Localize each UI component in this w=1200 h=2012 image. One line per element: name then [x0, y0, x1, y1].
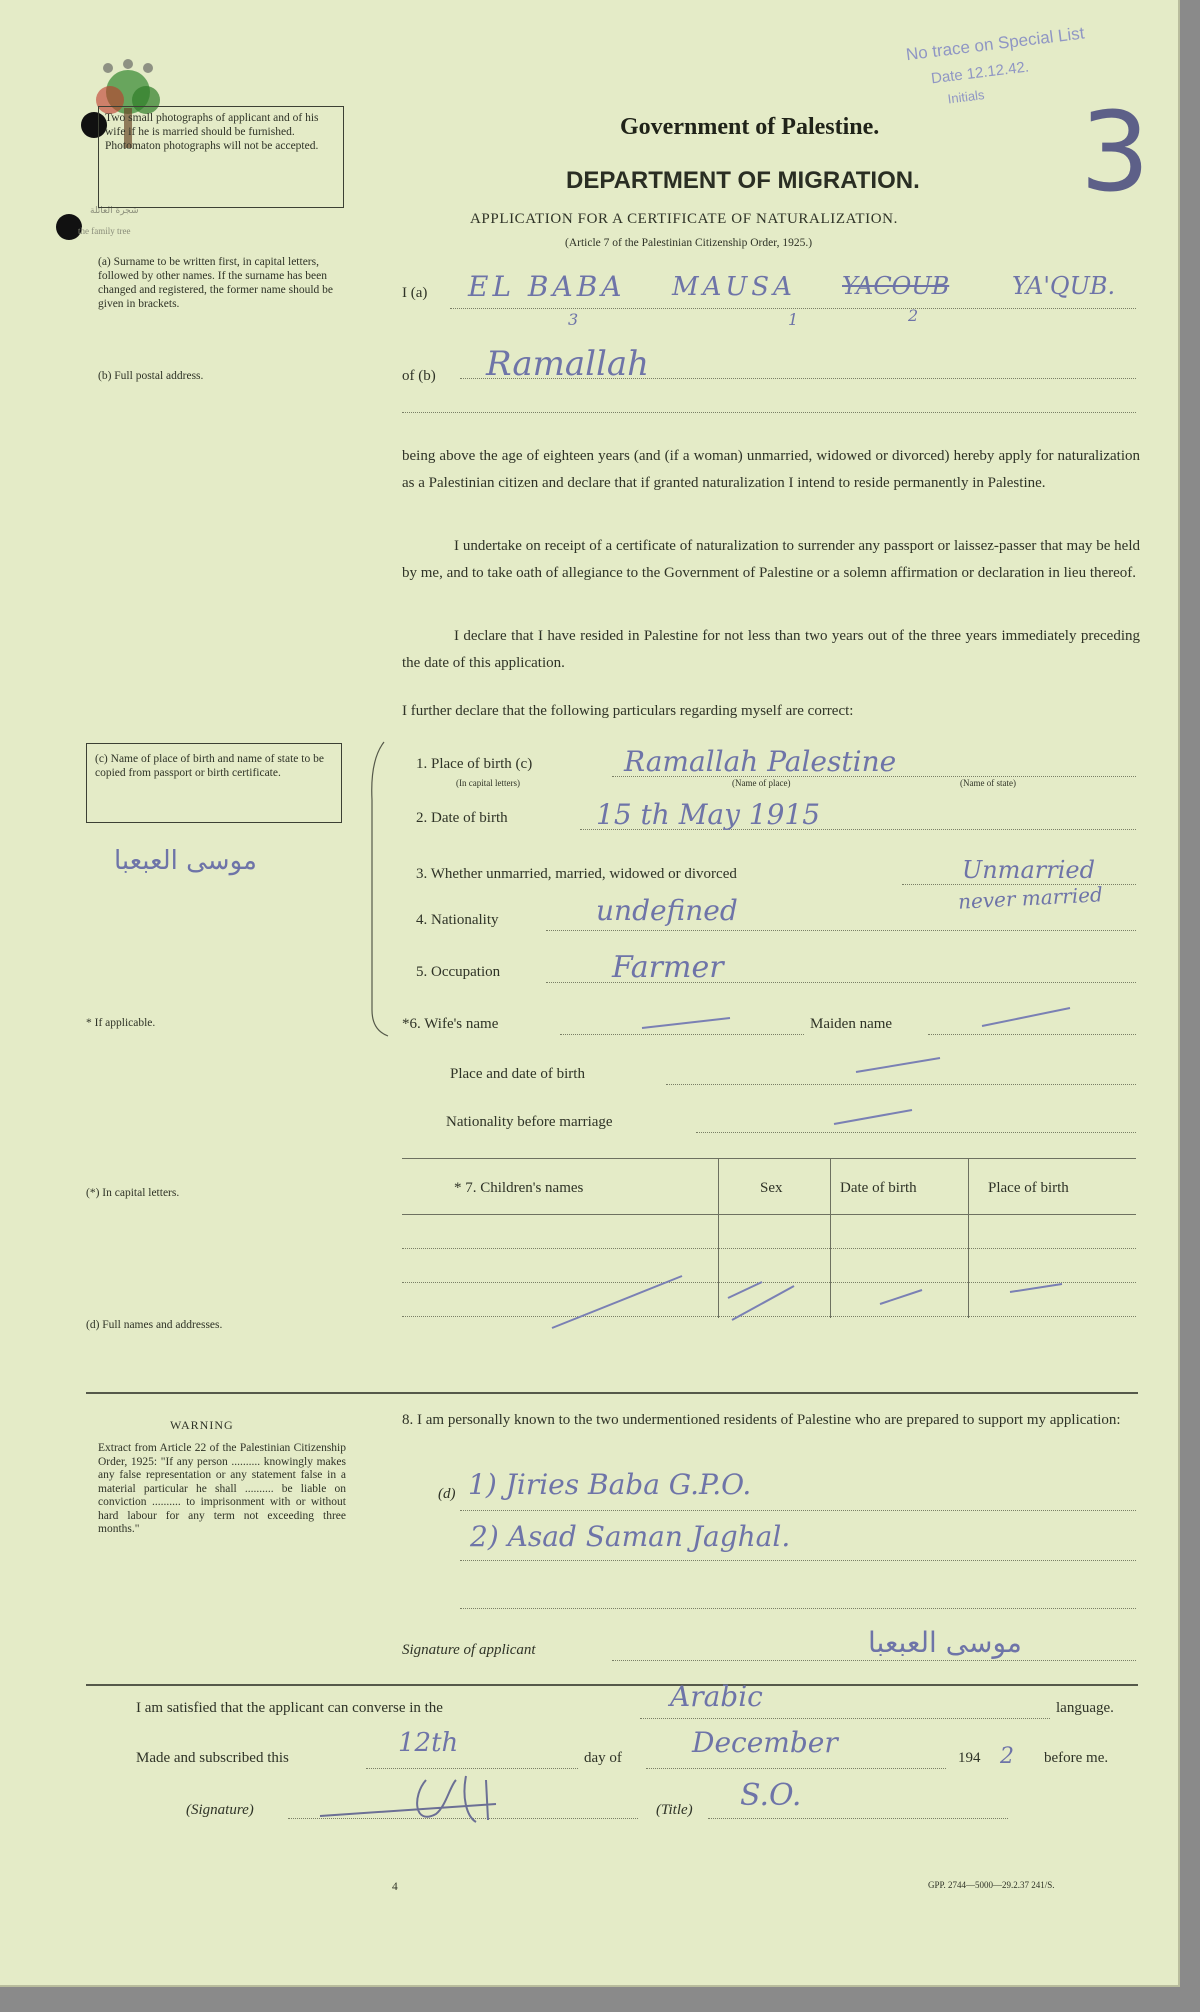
photo-note-box [98, 106, 344, 208]
year-prefix: 194 [958, 1750, 981, 1766]
big-handwritten-mark: 3 [1080, 88, 1150, 216]
order-mark-2: 1 [788, 310, 799, 329]
note-a: (a) Surname to be written first, in capital letters, followed by other names. If the surname has been changed and registered, the former name should be given in brackets. [98, 256, 334, 310]
occupation-label: 5. Occupation [416, 964, 501, 980]
department-heading: DEPARTMENT OF MIGRATION. [566, 167, 920, 194]
if-applicable-note: * If applicable. [86, 1017, 156, 1029]
title-value: S.O. [740, 1778, 802, 1813]
photo-note-text: Two small photographs of applicant and of his wife if he is married should be furnished. Photomaton photographs will not be accepted. [105, 112, 319, 152]
children-header-names: * 7. Children's names [454, 1180, 584, 1196]
maiden-name-label: Maiden name [810, 1016, 893, 1032]
before-me-label: before me. [1044, 1750, 1109, 1766]
children-table-top [402, 1158, 1136, 1159]
pob-sub-state: (Name of state) [960, 778, 1016, 788]
referee-2-line [460, 1560, 1136, 1561]
pob-value: Ramallah Palestine [624, 745, 897, 778]
children-header-dob: Date of birth [840, 1180, 917, 1196]
day-value: 12th [398, 1728, 459, 1758]
name-line [450, 308, 1136, 309]
capital-letters-note: (*) In capital letters. [86, 1187, 180, 1199]
converse-post: language. [1056, 1700, 1114, 1716]
dob-value: 15 th May 1915 [596, 798, 821, 831]
signature-line [612, 1660, 1136, 1661]
struck-name-value: YACOUB [842, 272, 950, 300]
marital-label: 3. Whether unmarried, married, widowed or divorced [416, 866, 737, 882]
children-header-sex: Sex [760, 1180, 783, 1196]
referee-2: 2) Asad Saman Jaghal. [470, 1520, 791, 1553]
address-line-2 [402, 412, 1136, 413]
pob-sub-place: (Name of place) [732, 778, 791, 788]
logo-caption-latin: the family tree [78, 226, 131, 236]
stamp-line3: Initials [946, 87, 986, 107]
referees-d-label: (d) [438, 1486, 456, 1502]
warning-text: Extract from Article 22 of the Palestinian Citizenship Order, 1925: "If any person .......... knowingly makes any false representation or any statement false in a material particular he shall .......... be liable on conviction .......... to imprisonment with or without hard labour for any term not exceeding three months." [98, 1442, 346, 1535]
wife-name-label: *6. Wife's name [402, 1016, 499, 1032]
occupation-value: Farmer [612, 950, 724, 985]
particulars-bracket [366, 740, 396, 1040]
paragraph-2: I undertake on receipt of a certificate of naturalization to surrender any passport or laissez-passer that may be held by me, and to take oath of allegiance to the Government of Palestine or a solemn affirmation or declaration in lieu thereof. [402, 538, 1140, 581]
stamp-line1: No trace on Special List [904, 23, 1086, 65]
signature-official-label: (Signature) [186, 1802, 254, 1818]
title-line [708, 1818, 1008, 1819]
referees-label: 8. I am personally known to the two undermentioned residents of Palestine who are prepared to support my application: [402, 1412, 1121, 1428]
made-pre: Made and subscribed this [136, 1750, 289, 1766]
name-label: I (a) [402, 285, 428, 301]
month-line [646, 1768, 946, 1769]
nationality-value: undefined [596, 894, 738, 927]
note-c-box [86, 743, 342, 823]
surname-value: EL BABA [468, 270, 626, 303]
note-d: (d) Full names and addresses. [86, 1319, 223, 1331]
dob-label: 2. Date of birth [416, 810, 508, 826]
paragraph-1: being above the age of eighteen years (and (if a woman) unmarried, widowed or divorced) hereby apply for naturalization as a Palestinian citizen and declare that if granted naturalization I intend to reside permanently in Palestine. [402, 448, 1140, 491]
stamp-line2: Date 12.12.42. [930, 58, 1030, 88]
signature-label: Signature of applicant [402, 1642, 536, 1658]
marital-note: never married [957, 882, 1104, 914]
month-value: December [692, 1726, 838, 1759]
note-b: (b) Full postal address. [98, 370, 204, 382]
nationality-label: 4. Nationality [416, 912, 499, 928]
application-heading: APPLICATION FOR A CERTIFICATE OF NATURALIZATION. [470, 211, 898, 227]
referee-3-line [460, 1608, 1136, 1609]
print-code: GPP. 2744—5000—29.2.37 241/S. [928, 1880, 1055, 1890]
government-heading: Government of Palestine. [620, 114, 880, 140]
logo-caption-arabic: شجرة العائلة [90, 206, 139, 216]
order-mark-3: 2 [908, 306, 919, 325]
language-value: Arabic [670, 1680, 763, 1713]
pob-sub-capital: (In capital letters) [456, 778, 520, 788]
warning-title: WARNING [170, 1418, 234, 1432]
day-of-label: day of [584, 1750, 622, 1766]
father-name-value: YA'QUB. [1012, 272, 1116, 300]
pob-label: 1. Place of birth (c) [416, 756, 533, 772]
separator-before-referees [86, 1392, 1138, 1394]
signature-value: موسى العبعبا [868, 1626, 1022, 1659]
footer-mark: 4 [392, 1881, 398, 1893]
language-line [640, 1718, 1050, 1719]
article-reference: (Article 7 of the Palestinian Citizenship Order, 1925.) [565, 237, 813, 249]
wife-pob-label: Place and date of birth [450, 1066, 585, 1082]
children-dash-marks [402, 1230, 1142, 1340]
marital-value: Unmarried [962, 856, 1095, 884]
wife-dash-marks [640, 996, 1100, 1136]
nationality-line [546, 930, 1136, 931]
children-table-header-bottom [402, 1214, 1136, 1215]
address-label: of (b) [402, 368, 436, 384]
wife-nationality-label: Nationality before marriage [446, 1114, 613, 1130]
year-digit: 2 [1000, 1744, 1014, 1769]
children-header-pob: Place of birth [988, 1180, 1069, 1196]
title-label: (Title) [656, 1802, 693, 1818]
given-name-value: MAUSA [672, 272, 796, 302]
arabic-name-margin: موسى العبعبا [114, 846, 257, 876]
paragraph-4: I further declare that the following particulars regarding myself are correct: [402, 703, 854, 719]
official-signature-scrawl [316, 1756, 536, 1836]
converse-pre: I am satisfied that the applicant can converse in the [136, 1700, 443, 1716]
order-mark-1: 3 [568, 310, 579, 329]
separator-before-certification [86, 1684, 1138, 1686]
note-c-text: (c) Name of place of birth and name of state to be copied from passport or birth certificate. [95, 753, 324, 779]
paragraph-3: I declare that I have resided in Palestine for not less than two years out of the three years immediately preceding the date of this application. [402, 628, 1140, 671]
referee-1-line [460, 1510, 1136, 1511]
referee-1: 1) Jiries Baba G.P.O. [468, 1468, 752, 1501]
address-value: Ramallah [486, 344, 650, 384]
